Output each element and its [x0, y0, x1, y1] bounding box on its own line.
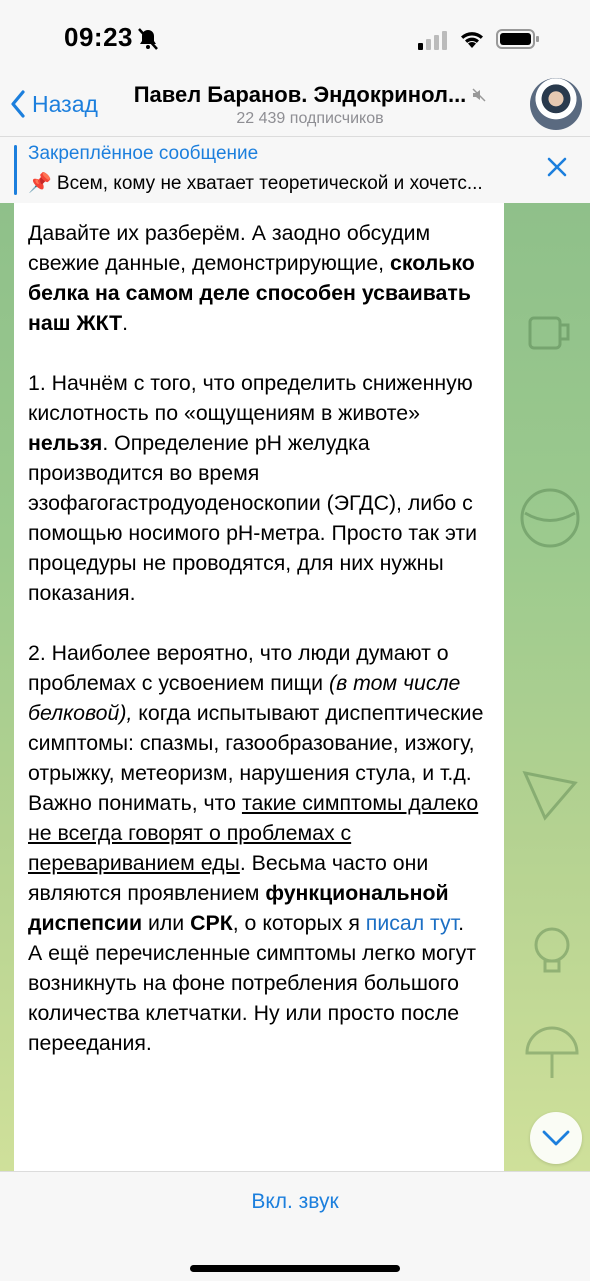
msg-p3-cont: когда испытывают диспептические симптомы: спазмы, газообразование, изжогу, отрыжку, метеоризм, нарушения стула, и т.д. — [28, 701, 484, 785]
msg-p3-cont2: . Весьма часто они являются проявлением — [28, 851, 429, 905]
pinned-label: Закреплённое сообщение — [28, 143, 259, 164]
back-button[interactable] — [10, 90, 98, 118]
msg-p3-end: . — [458, 911, 465, 935]
msg-p1-end: . — [122, 311, 129, 335]
battery-icon — [496, 29, 540, 54]
pinned-indicator — [14, 145, 17, 195]
scroll-down-button[interactable] — [530, 1112, 582, 1164]
msg-p3-underline: такие симптомы далеко не всегда говорят о проблемах с перевариванием еды — [28, 791, 479, 875]
msg-p3-or: или — [142, 911, 191, 935]
msg-p3-which: , о которых я — [232, 911, 366, 935]
close-pinned-button[interactable] — [546, 156, 568, 183]
channel-avatar[interactable] — [530, 78, 582, 130]
msg-p3-bold-srk: СРК — [190, 911, 233, 935]
doodle-bulb-icon — [525, 923, 580, 978]
home-indicator[interactable] — [190, 1265, 400, 1272]
pinned-message-bar[interactable] — [0, 136, 590, 204]
status-time: 09:23 — [64, 22, 133, 52]
doodle-ball-icon — [515, 483, 585, 553]
status-bar — [0, 0, 590, 80]
channel-title: Павел Баранов. Эндокринол... — [133, 82, 467, 107]
unmute-button[interactable]: Вкл. звук — [251, 1190, 339, 1213]
channel-title-block[interactable] — [110, 80, 510, 128]
chevron-down-icon — [542, 1130, 570, 1146]
msg-p3-text: 2. Наиболее вероятно, что люди думают о проблемах с усвоением пищи — [28, 641, 449, 695]
bottom-bar — [0, 1171, 590, 1281]
msg-p4-text: А ещё перечисленные симптомы легко могут возникнуть на фоне потребления большого количества клетчатки. Ну или просто после переедания. — [28, 941, 477, 1055]
msg-p3-bold-fd: функциональной диспепсии — [28, 881, 449, 935]
subscriber-count: 22 439 подписчиков — [236, 110, 384, 127]
chevron-left-icon — [10, 90, 26, 118]
doodle-umbrella-icon — [522, 1023, 582, 1083]
doodle-cup-icon — [520, 303, 580, 363]
muted-speaker-icon — [472, 88, 486, 102]
back-label: Назад — [32, 90, 98, 117]
msg-p2-end: . Определение pH желудка производится во время эзофагогастродуоденоскопии (ЭГДС), либо с помощью носимого pH-метра. Просто так эти процедуры не проводятся, для них нужны показания. — [28, 431, 478, 605]
close-icon — [546, 156, 568, 178]
msg-p3-italic: (в том числе белковой), — [28, 671, 461, 725]
message-text — [28, 218, 494, 1058]
msg-p2-bold: нельзя — [28, 431, 103, 455]
msg-p3-important: Важно понимать, что — [28, 791, 242, 815]
msg-p1-bold: сколько белка на самом деле способен усваивать наш ЖКТ — [28, 251, 475, 335]
doodle-pizza-icon — [520, 763, 580, 823]
msg-p1-text: Давайте их разберём. А заодно обсудим свежие данные, демонстрирующие, — [28, 221, 431, 275]
msg-p2-text: 1. Начнём с того, что определить сниженную кислотность по «ощущениям в животе» — [28, 371, 473, 425]
chat-header — [0, 80, 590, 136]
cellular-signal-icon — [418, 30, 448, 55]
wifi-icon — [458, 28, 486, 55]
pinned-text: 📌 Всем, кому не хватает теоретической и хочетс... — [28, 173, 483, 194]
bell-muted-icon — [138, 28, 158, 55]
message-link[interactable]: писал тут — [365, 911, 459, 935]
